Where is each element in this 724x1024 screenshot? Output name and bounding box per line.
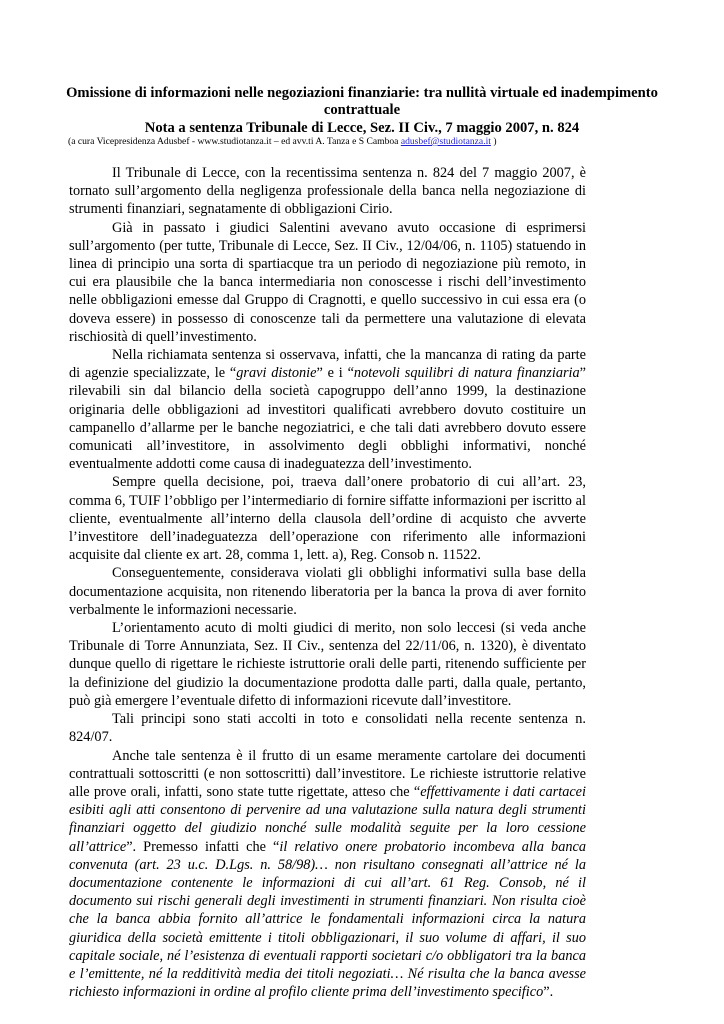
paragraph-3-text-a: Nella richiamata sentenza si osservava, infatti, che la mancanza di rating da parte di agenzie specializzate, le “: [69, 347, 586, 382]
paragraph-4: Sempre quella decisione, poi, traeva dall’onere probatorio di cui all’art. 23, comma 6, TUIF l’obbligo per l’intermediario di fornire siffatte informazioni per iscritto al cliente, eventualmente all’interno della clausola dell’ordine di acquisto che avverte l’investitore dell’inadeguatezza dell’operazione con riferimento alle informazioni acquisite dal cliente ex art. 28, comma 1, lett. a), Reg. Consob n. 11522.: [69, 474, 586, 564]
paragraph-8-text-c: ”.: [543, 984, 554, 1001]
paragraph-1: Il Tribunale di Lecce, con la recentissima sentenza n. 824 del 7 maggio 2007, è tornato sull’argomento della negligenza professionale della banca nella negoziazione di strumenti finanziari, segnatamente di obbligazioni Cirio.: [69, 165, 586, 218]
paragraph-3-text-c: ” rilevabili sin dal bilancio della società capogruppo dell’anno 1999, la destinazione originaria delle obbligazioni ad investitori qualificati avrebbero dovuto costituire un campanello d’allarme per le banche negoziatrici, e che tali dati avrebbero dovuto essere comunicati all’investitore, in assolvimento degli obblighi informativi, nonché eventualmente addotti come causa di inadeguatezza dell’investimento.: [69, 365, 587, 473]
paragraph-2: Già in passato i giudici Salentini avevano avuto occasione di esprimersi sull’argomento (per tutte, Tribunale di Lecce, Sez. II Civ., 12/04/06, n. 1105) statuendo in linea di principio una sorta di spartiacque tra un periodo di negoziazione più remoto, in cui era plausibile che la banca intermediaria non conoscesse i rischi dell’investimento nelle obbligazioni emesse dal Gruppo di Cragnotti, e quello successivo in cui essa era (o doveva essere) in possesso di conoscenze tali da permettere una valutazione di elevata rischiosità di quell’investimento.: [69, 219, 586, 345]
document-title: Omissione di informazioni nelle negoziazioni finanziarie: tra nullità virtuale ed inadempimento contrattuale: [66, 85, 658, 118]
paragraph-3-text-b: ” e i “: [316, 365, 354, 382]
paragraph-8-quote-b: il relativo onere probatorio incombeva alla banca convenuta (art. 23 u.c. D.Lgs. n. 58/98)… non risultano consegnati all’attrice né la documentazione contenente le informazioni di cui all’art. 61 Reg. Consob, né il documento sui rischi generali degli investimenti in strumenti finanziari. Non risulta cioè che la banca abbia fornito all’attrice le fondamentali informazioni circa la natura giuridica della società emittente i titoli obbligazionari, il suo volume di affari, il suo capitale sociale, né l’esistenza di eventuali rapporti societari c/o obbligatori tra la banca e l’emittente, né la redditività media dei titoli negoziati… Né risulta che la banca avesse richiesto informazioni in ordine al profilo cliente prima dell’investimento specifico: [69, 838, 586, 1001]
document-subtitle: Nota a sentenza Tribunale di Lecce, Sez. II Civ., 7 maggio 2007, n. 824: [144, 120, 580, 136]
document-body: [69, 164, 586, 1001]
paragraph-7: Tali principi sono stati accolti in toto e consolidati nella recente sentenza n. 824/07.: [69, 711, 586, 746]
paragraph-3: [69, 346, 586, 473]
paragraph-6: L’orientamento acuto di molti giudici di merito, non solo leccesi (si veda anche Tribunale di Torre Annunziata, Sez. II Civ., sentenza del 22/11/06, n. 1320), è diventato dunque quello di rigettare le richieste istruttorie orali delle parti, ritenendo sufficiente per la definizione del giudizio la documentazione prodotta dalle parti, dalla quale, pertanto, può già emergere l’eventuale difetto di informazioni ricevute dall’investitore.: [69, 620, 586, 709]
paragraph-3-quote-b: notevoli squilibri di natura finanziaria: [353, 365, 580, 382]
credit-suffix: ): [490, 136, 497, 147]
paragraph-8: [69, 747, 586, 1002]
paragraph-8-text-b: ”. Premesso infatti che “: [126, 838, 280, 855]
paragraph-5: Conseguentemente, considerava violati gli obblighi informativi sulla base della documentazione acquisita, non ritenendo liberatoria per la banca la prova di aver fornito verbalmente le informazioni necessarie.: [69, 565, 586, 618]
credit-prefix: (a cura Vicepresidenza Adusbef - www.studiotanza.it – ed avv.ti A. Tanza e S Camboa: [68, 136, 401, 147]
paragraph-8-text-a: Anche tale sentenza è il frutto di un esame meramente cartolare dei documenti contrattuali sottoscritti (e non sottoscritti) dall’investitore. Le richieste istruttorie relative alle prove orali, infatti, sono state tutte rigettate, atteso che “: [69, 747, 586, 800]
paragraph-3-quote-a: gravi distonie: [236, 365, 317, 382]
credit-line: [68, 136, 497, 148]
email-link[interactable]: adusbef@studiotanza.it: [400, 136, 491, 147]
paragraph-8-quote-a: effettivamente i dati cartacei esibiti agli atti consentono di pervenire ad una valutazione sulla natura degli strumenti finanziari oggetto del giudizio nonché sulle modalità seguite per la loro cessione all’attrice: [69, 783, 587, 855]
